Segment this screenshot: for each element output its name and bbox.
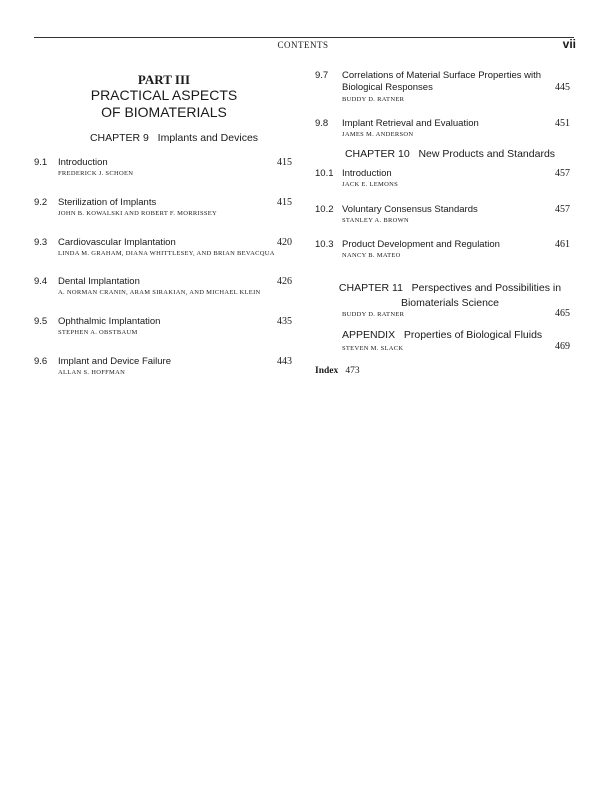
entry-author: A. NORMAN CRANIN, ARAM SIRAKIAN, AND MICHAEL KLEIN [58, 289, 261, 296]
entry-number: 10.3 [315, 239, 334, 250]
chapter-9-heading: CHAPTER 9 Implants and Devices [89, 132, 259, 144]
entry-author: ALLAN S. HOFFMAN [58, 369, 126, 376]
entry-page: 443 [277, 356, 292, 367]
appendix-page: 469 [555, 341, 570, 352]
part-title [34, 87, 294, 121]
entry-page: 420 [277, 237, 292, 248]
index-entry[interactable] [315, 366, 360, 376]
entry-title: Cardiovascular Implantation [58, 237, 176, 248]
entry-page: 457 [555, 168, 570, 179]
part-label: PART III [137, 72, 191, 87]
entry-author: BUDDY D. RATNER [342, 96, 405, 103]
entry-title: Sterilization of Implants [58, 197, 157, 208]
page-number: vii [562, 37, 576, 51]
entry-title: Implant Retrieval and Evaluation [342, 118, 479, 129]
running-header-title: CONTENTS [277, 40, 329, 50]
header-rule [34, 37, 574, 38]
entry-number: 9.6 [34, 356, 48, 367]
appendix-heading[interactable]: APPENDIX Properties of Biological Fluids [342, 329, 543, 341]
entry-page: 426 [277, 276, 292, 287]
entry-page: 415 [277, 157, 292, 168]
entry-number: 9.3 [34, 237, 48, 248]
entry-title-line1: Correlations of Material Surface Properties with [342, 70, 542, 81]
entry-number: 9.2 [34, 197, 48, 208]
entry-title: Ophthalmic Implantation [58, 316, 161, 327]
entry-title [342, 70, 541, 94]
entry-page: 435 [277, 316, 292, 327]
chapter-10-heading: CHAPTER 10 New Products and Standards [344, 148, 556, 160]
entry-author: FREDERICK J. SCHOEN [58, 170, 134, 177]
entry-title: Implant and Device Failure [58, 356, 171, 367]
entry-title: Product Development and Regulation [342, 239, 500, 250]
chapter-11-heading[interactable] [315, 281, 585, 311]
index-page: 473 [345, 366, 360, 376]
part-title-line2: OF BIOMATERIALS [101, 104, 227, 120]
chapter-11-heading-line1: CHAPTER 11 Perspectives and Possibilities in [338, 282, 562, 294]
entry-author: JOHN B. KOWALSKI AND ROBERT F. MORRISSEY [58, 210, 218, 217]
entry-title: Voluntary Consensus Standards [342, 204, 478, 215]
entry-title-line2: Biological Responses [342, 82, 433, 93]
entry-page: 415 [277, 197, 292, 208]
entry-page: 451 [555, 118, 570, 129]
index-label: Index [315, 366, 339, 376]
entry-page: 445 [555, 82, 570, 93]
appendix-author: STEVEN M. SLACK [342, 345, 404, 352]
entry-author: LINDA M. GRAHAM, DIANA WHITTLESEY, AND BRIAN BEVACQUA [58, 250, 275, 257]
entry-author: STEPHEN A. OBSTBAUM [58, 329, 138, 336]
entry-page: 457 [555, 204, 570, 215]
entry-number: 10.1 [315, 168, 334, 179]
entry-number: 9.5 [34, 316, 48, 327]
entry-author: JAMES M. ANDERSON [342, 131, 414, 138]
chapter-11-page: 465 [555, 308, 570, 319]
entry-title: Introduction [342, 168, 392, 179]
entry-number: 10.2 [315, 204, 334, 215]
entry-title: Dental Implantation [58, 276, 140, 287]
entry-page: 461 [555, 239, 570, 250]
entry-number: 9.1 [34, 157, 48, 168]
entry-title: Introduction [58, 157, 108, 168]
entry-author: JACK E. LEMONS [342, 181, 399, 188]
entry-number: 9.7 [315, 70, 329, 81]
entry-number: 9.4 [34, 276, 48, 287]
part-title-line1: PRACTICAL ASPECTS [90, 87, 238, 103]
entry-author: STANLEY A. BROWN [342, 217, 410, 224]
entry-author: NANCY B. MATEO [342, 252, 401, 259]
chapter-11-heading-line2: Biomaterials Science [400, 297, 500, 309]
entry-number: 9.8 [315, 118, 329, 129]
chapter-11-author: BUDDY D. RATNER [342, 311, 405, 318]
